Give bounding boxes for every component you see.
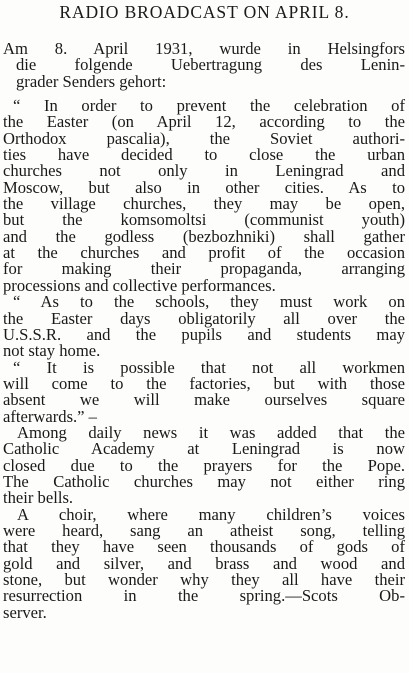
text-line: Orthodox pascalia), the Soviet authori- <box>3 128 405 148</box>
text-line: not stay home. <box>3 341 101 361</box>
text-line: “ In order to prevent the celebration of <box>13 96 405 116</box>
text-line: resurrection in the spring.—Scots Ob- <box>3 586 405 606</box>
text-line: gold and silver, and brass and wood and <box>3 553 405 573</box>
text-line: the village churches, they may be open, <box>3 194 405 214</box>
paragraph-catholic <box>3 422 405 508</box>
text-line: Among daily news it was added that the <box>17 422 405 442</box>
text-line: closed due to the prayers for the Pope. <box>3 455 405 475</box>
headline: RADIO BROADCAST ON APRIL 8. <box>59 2 350 22</box>
paragraph-choir <box>3 504 405 622</box>
text-line: but the komsomoltsi (communist youth) <box>3 210 405 230</box>
text-line: and the godless (bezbozhniki) shall gather <box>3 226 405 246</box>
text-line: Moscow, but also in other cities. As to <box>3 177 405 197</box>
text-line: Catholic Academy at Leningrad is now <box>3 439 405 459</box>
text-line: will come to the factories, but with those <box>3 373 405 393</box>
text-line: absent we will make ourselves square <box>3 390 405 410</box>
text-line: afterwards.” – <box>3 406 97 426</box>
text-line: the Easter (on April 12, according to the <box>3 112 405 132</box>
text-line: Am 8. April 1931, wurde in Helsingfors <box>3 39 405 58</box>
text-line: “ It is possible that not all workmen <box>13 357 405 377</box>
text-line: ties have decided to close the urban <box>3 145 405 165</box>
text-line: at the churches and profit of the occasion <box>3 243 405 263</box>
text-line: The Catholic churches may not either ring <box>3 471 405 491</box>
article-body <box>3 41 405 621</box>
text-line: were heard, sang an atheist song, telling <box>3 520 405 540</box>
text-line: grader Senders gehort: <box>16 71 167 91</box>
text-line: stone, but wonder why they all have their <box>3 570 405 589</box>
text-line: server. <box>3 602 47 622</box>
text-line: their bells. <box>3 488 74 508</box>
paragraph-schools <box>3 294 405 359</box>
text-line: A choir, where many children’s voices <box>17 504 405 524</box>
text-line: U.S.S.R. and the pupils and students may <box>3 324 405 344</box>
text-line: “ As to the schools, they must work on <box>13 292 405 312</box>
text-line: churches not only in Leningrad and <box>3 161 405 181</box>
paragraph-intro <box>3 41 405 90</box>
text-line: that they have seen thousands of gods of <box>3 537 405 557</box>
text-line: the Easter days obligatorily all over the <box>3 308 405 328</box>
text-line: processions and collective performances. <box>3 275 276 295</box>
paragraph-easter <box>3 98 405 294</box>
paragraph-workmen <box>3 357 405 426</box>
text-line: die folgende Uebertragung des Lenin- <box>16 55 405 75</box>
text-line: for making their propaganda, arranging <box>3 259 405 279</box>
